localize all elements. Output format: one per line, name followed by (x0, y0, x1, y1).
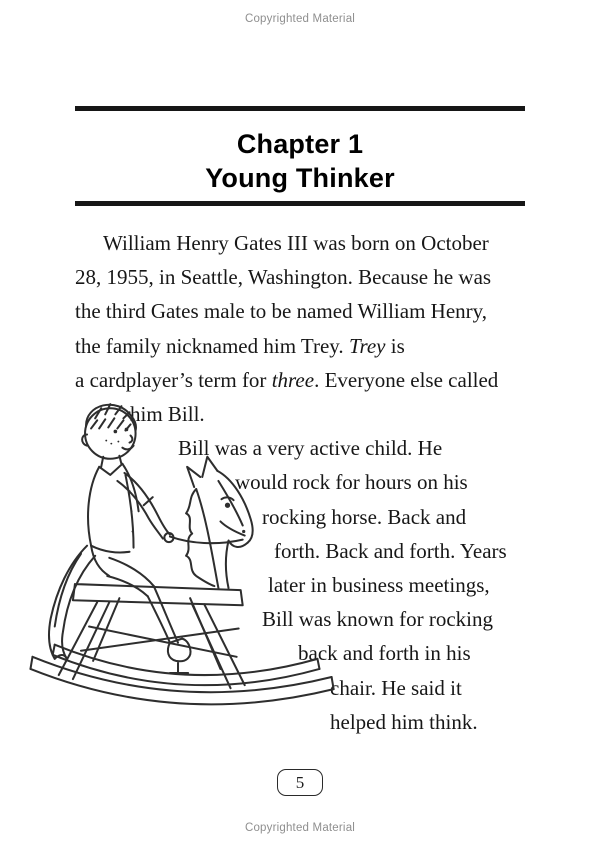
text-line: Bill was known for rocking (262, 607, 493, 632)
heading-rule-top (75, 106, 525, 111)
text-line: rocking horse. Back and (262, 504, 467, 529)
heading-rule-bottom (75, 201, 525, 206)
text-line: later in business meetings, (268, 573, 490, 598)
text-line: chair. He said it (330, 675, 462, 700)
text-line: Bill was a very active child. He (178, 436, 443, 461)
rocking-horse-illustration (10, 386, 344, 770)
horse-head (170, 457, 253, 588)
chapter-heading (75, 127, 525, 195)
text-segment: a cardplayer’s term for (75, 367, 272, 392)
italic-word: Trey (348, 333, 386, 358)
text-line: William Henry Gates III was born on October (103, 231, 489, 255)
text-line: forth. Back and forth. Years (274, 538, 507, 563)
text-line: 28, 1955, in Seattle, Washington. Because he was (75, 265, 492, 290)
horse-tail (49, 546, 95, 659)
text-segment: is (385, 333, 405, 358)
text-line: the third Gates male to be named William Henry, (75, 299, 488, 324)
copyright-notice-bottom: Copyrighted Material (244, 822, 356, 834)
boy-figure (82, 404, 190, 673)
text-segment: the family nicknamed him Trey. (75, 333, 349, 358)
text-line: him Bill. (130, 402, 205, 427)
chapter-number: Chapter 1 (236, 129, 364, 159)
trestle-frame (59, 584, 245, 688)
text-segment: . Everyone else called (314, 367, 499, 392)
text-line: back and forth in his (298, 641, 471, 666)
chapter-title: Young Thinker (205, 163, 395, 193)
text-line (75, 329, 545, 363)
copyright-notice-top: Copyrighted Material (244, 13, 356, 25)
text-line: would rock for hours on his (235, 470, 468, 495)
page-number-badge (277, 769, 323, 796)
page-number: 5 (295, 772, 305, 792)
italic-word: three (271, 367, 315, 392)
text-line: helped him think. (330, 709, 478, 734)
